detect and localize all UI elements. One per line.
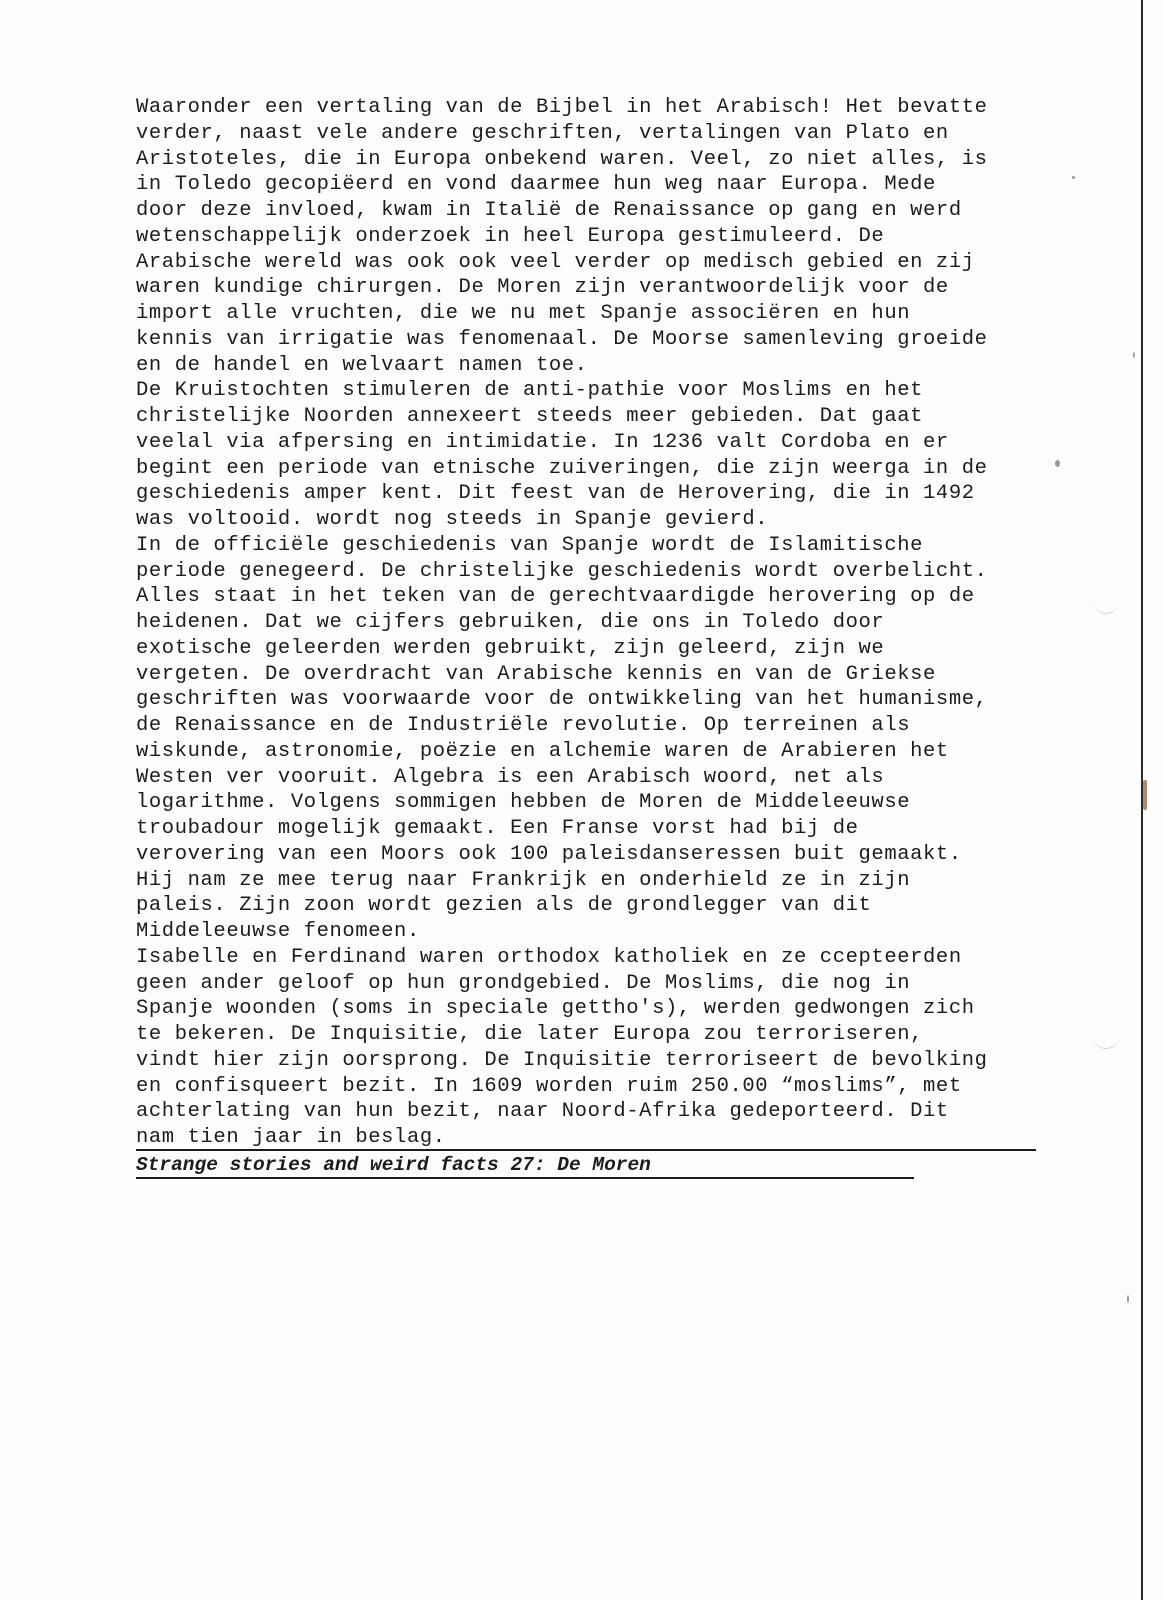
text-line: was voltooid. wordt nog steeds in Spanje gevierd.: [136, 508, 769, 531]
text-line: vergeten. De overdracht van Arabische kennis en van de Griekse: [136, 662, 936, 686]
text-line: Alles staat in het teken van de gerechtvaardigde herovering op de: [136, 585, 975, 609]
text-line: waren kundige chirurgen. De Moren zijn verantwoordelijk voor de: [136, 276, 949, 300]
text-line: wiskunde, astronomie, poëzie en alchemie waren de Arabieren het: [136, 739, 949, 763]
divider-rule: [136, 1149, 1036, 1151]
text-line: De Kruistochten stimuleren de anti-pathie voor Moslims en het: [136, 379, 924, 403]
text-line: In de officiële geschiedenis van Spanje wordt de Islamitische: [136, 533, 924, 557]
scan-speck: [1127, 1295, 1129, 1303]
scan-speck: [1143, 780, 1147, 810]
text-line: Spanje woonden (soms in speciale gettho's), werden gedwongen zich: [136, 997, 975, 1021]
text-line: geen ander geloof op hun grondgebied. De Moslims, die nog in: [136, 971, 911, 995]
text-line: kennis van irrigatie was fenomenaal. De Moorse samenleving groeide: [136, 327, 988, 351]
text-line: vindt hier zijn oorsprong. De Inquisitie terroriseert de bevolking: [136, 1048, 988, 1072]
text-line: verder, naast vele andere geschriften, vertalingen van Plato en: [136, 121, 949, 145]
text-line: heidenen. Dat we cijfers gebruiken, die ons in Toledo door: [136, 611, 885, 634]
text-line: door deze invloed, kwam in Italië de Renaissance op gang en werd: [136, 199, 962, 222]
footer-underline: [136, 1177, 914, 1179]
text-line: Hij nam ze mee terug naar Frankrijk en onderhield ze in zijn: [136, 868, 911, 892]
text-line: Middeleeuwse fenomeen.: [136, 920, 420, 943]
text-line: wetenschappelijk onderzoek in heel Europa gestimuleerd. De: [136, 224, 885, 248]
text-line: Waaronder een vertaling van de Bijbel in het Arabisch! Het bevatte: [136, 96, 988, 119]
text-line: geschriften was voorwaarde voor de ontwikkeling van het humanisme,: [136, 688, 988, 712]
text-line: achterlating van hun bezit, naar Noord-Afrika gedeporteerd. Dit: [136, 1100, 949, 1124]
punch-mark: [1093, 600, 1119, 614]
text-line: in Toledo gecopiëerd en vond daarmee hun weg naar Europa. Mede: [136, 173, 936, 197]
text-line: en confisqueert bezit. In 1609 worden ruim 250.00 “moslims”, met: [136, 1074, 962, 1098]
footer-title: Strange stories and weird facts 27: De Moren: [136, 1154, 651, 1176]
text-line: verovering van een Moors ook 100 paleisdanseressen buit gemaakt.: [136, 842, 962, 866]
body-text: [136, 95, 1036, 1151]
text-line: begint een periode van etnische zuiveringen, die zijn weerga in de: [136, 456, 988, 480]
scan-speck: [1055, 460, 1060, 467]
text-line: en de handel en welvaart namen toe.: [136, 353, 588, 377]
text-line: geschiedenis amper kent. Dit feest van de Herovering, die in 1492: [136, 482, 975, 506]
text-line: Aristoteles, die in Europa onbekend waren. Veel, zo niet alles, is: [136, 147, 988, 171]
text-line: christelijke Noorden annexeert steeds meer gebieden. Dat gaat: [136, 405, 924, 428]
text-line: logarithme. Volgens sommigen hebben de Moren de Middeleeuwse: [136, 791, 911, 815]
text-line: de Renaissance en de Industriële revolutie. Op terreinen als: [136, 714, 911, 737]
text-line: paleis. Zijn zoon wordt gezien als de grondlegger van dit: [136, 894, 872, 918]
text-line: exotische geleerden werden gebruikt, zijn geleerd, zijn we: [136, 636, 885, 660]
scan-speck: [1133, 352, 1135, 358]
text-line: Isabelle en Ferdinand waren orthodox katholiek en ze ccepteerden: [136, 945, 962, 969]
text-line: nam tien jaar in beslag.: [136, 1126, 446, 1149]
scan-speck: [1072, 176, 1075, 179]
punch-mark: [1093, 1035, 1119, 1049]
text-line: Westen ver vooruit. Algebra is een Arabisch woord, net als: [136, 765, 885, 789]
text-line: import alle vruchten, die we nu met Spanje associëren en hun: [136, 302, 911, 325]
text-line: te bekeren. De Inquisitie, die later Europa zou terroriseren,: [136, 1023, 924, 1046]
text-line: periode genegeerd. De christelijke geschiedenis wordt overbelicht.: [136, 559, 988, 583]
text-line: Arabische wereld was ook ook veel verder op medisch gebied en zij: [136, 250, 975, 274]
text-line: veelal via afpersing en intimidatie. In 1236 valt Cordoba en er: [136, 430, 949, 454]
text-line: troubadour mogelijk gemaakt. Een Franse vorst had bij de: [136, 817, 859, 840]
